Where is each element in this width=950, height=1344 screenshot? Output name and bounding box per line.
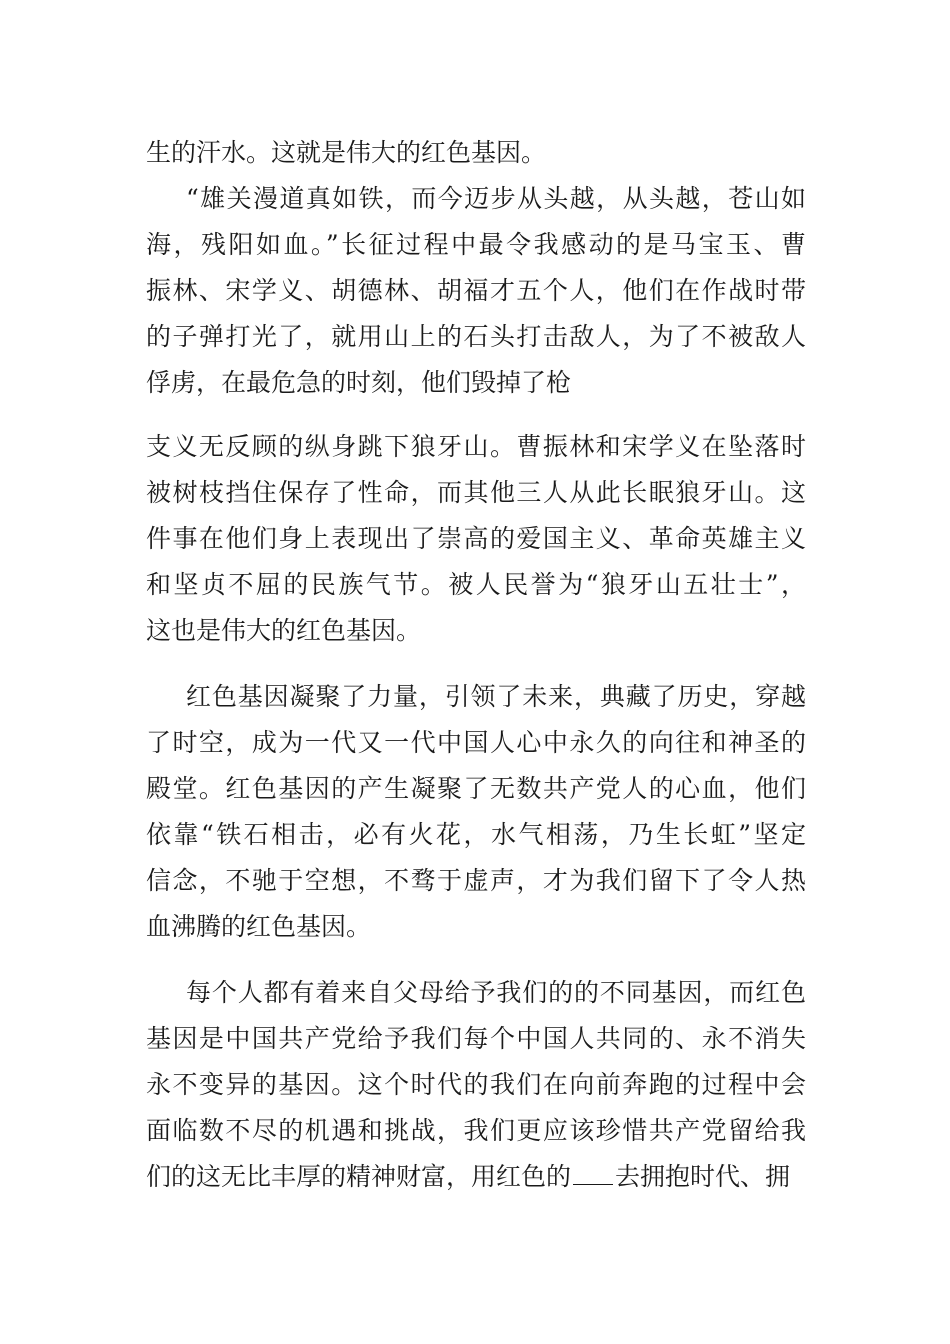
text-line: 的子弹打光了，就用山上的石头打击敌人，为了不被敌人 (146, 322, 806, 351)
text-segment: 们的这无比丰厚的精神财富，用红色的 (146, 1162, 572, 1191)
text-line: 件事在他们身上表现出了崇高的爱国主义、革命英雄主义 (146, 524, 806, 553)
text-line: 这也是伟大的红色基因。 (146, 616, 422, 645)
text-line: “雄关漫道真如铁，而今迈步从头越，从头越，苍山如 (186, 184, 806, 213)
text-line: 永不变异的基因。这个时代的我们在向前奔跑的过程中会 (146, 1070, 806, 1099)
text-line: 殿堂。红色基因的产生凝聚了无数共产党人的心血，他们 (146, 774, 806, 803)
text-line: 面临数不尽的机遇和挑战，我们更应该珍惜共产党留给我 (146, 1116, 806, 1145)
text-line: 每个人都有着来自父母给予我们的的不同基因，而红色 (186, 978, 806, 1007)
text-line: 血沸腾的红色基因。 (146, 912, 372, 941)
text-line-with-blank (146, 1160, 806, 1194)
text-line: 被树枝挡住保存了性命，而其他三人从此长眠狼牙山。这 (146, 478, 806, 507)
text-line: 海，残阳如血。”长征过程中最令我感动的是马宝玉、曹 (146, 230, 806, 259)
fill-in-blank (573, 1164, 613, 1185)
text-line: 俘虏，在最危急的时刻，他们毁掉了枪 (146, 368, 572, 397)
text-line: 支义无反顾的纵身跳下狼牙山。曹振林和宋学义在坠落时 (146, 432, 806, 461)
text-line: 和坚贞不屈的民族气节。被人民誉为“狼牙山五壮士”， (146, 570, 806, 599)
text-line: 依靠“铁石相击，必有火花，水气相荡，乃生长虹”坚定 (146, 820, 806, 849)
text-line: 振林、宋学义、胡德林、胡福才五个人，他们在作战时带 (146, 276, 806, 305)
text-line: 基因是中国共产党给予我们每个中国人共同的、永不消失 (146, 1024, 806, 1053)
text-line: 生的汗水。这就是伟大的红色基因。 (146, 138, 547, 167)
text-line: 了时空，成为一代又一代中国人心中永久的向往和神圣的 (146, 728, 806, 757)
text-line: 信念，不驰于空想，不骛于虚声，才为我们留下了令人热 (146, 866, 806, 895)
text-line: 红色基因凝聚了力量，引领了未来，典藏了历史，穿越 (186, 682, 806, 711)
text-segment: 去拥抱时代、拥 (615, 1162, 791, 1191)
